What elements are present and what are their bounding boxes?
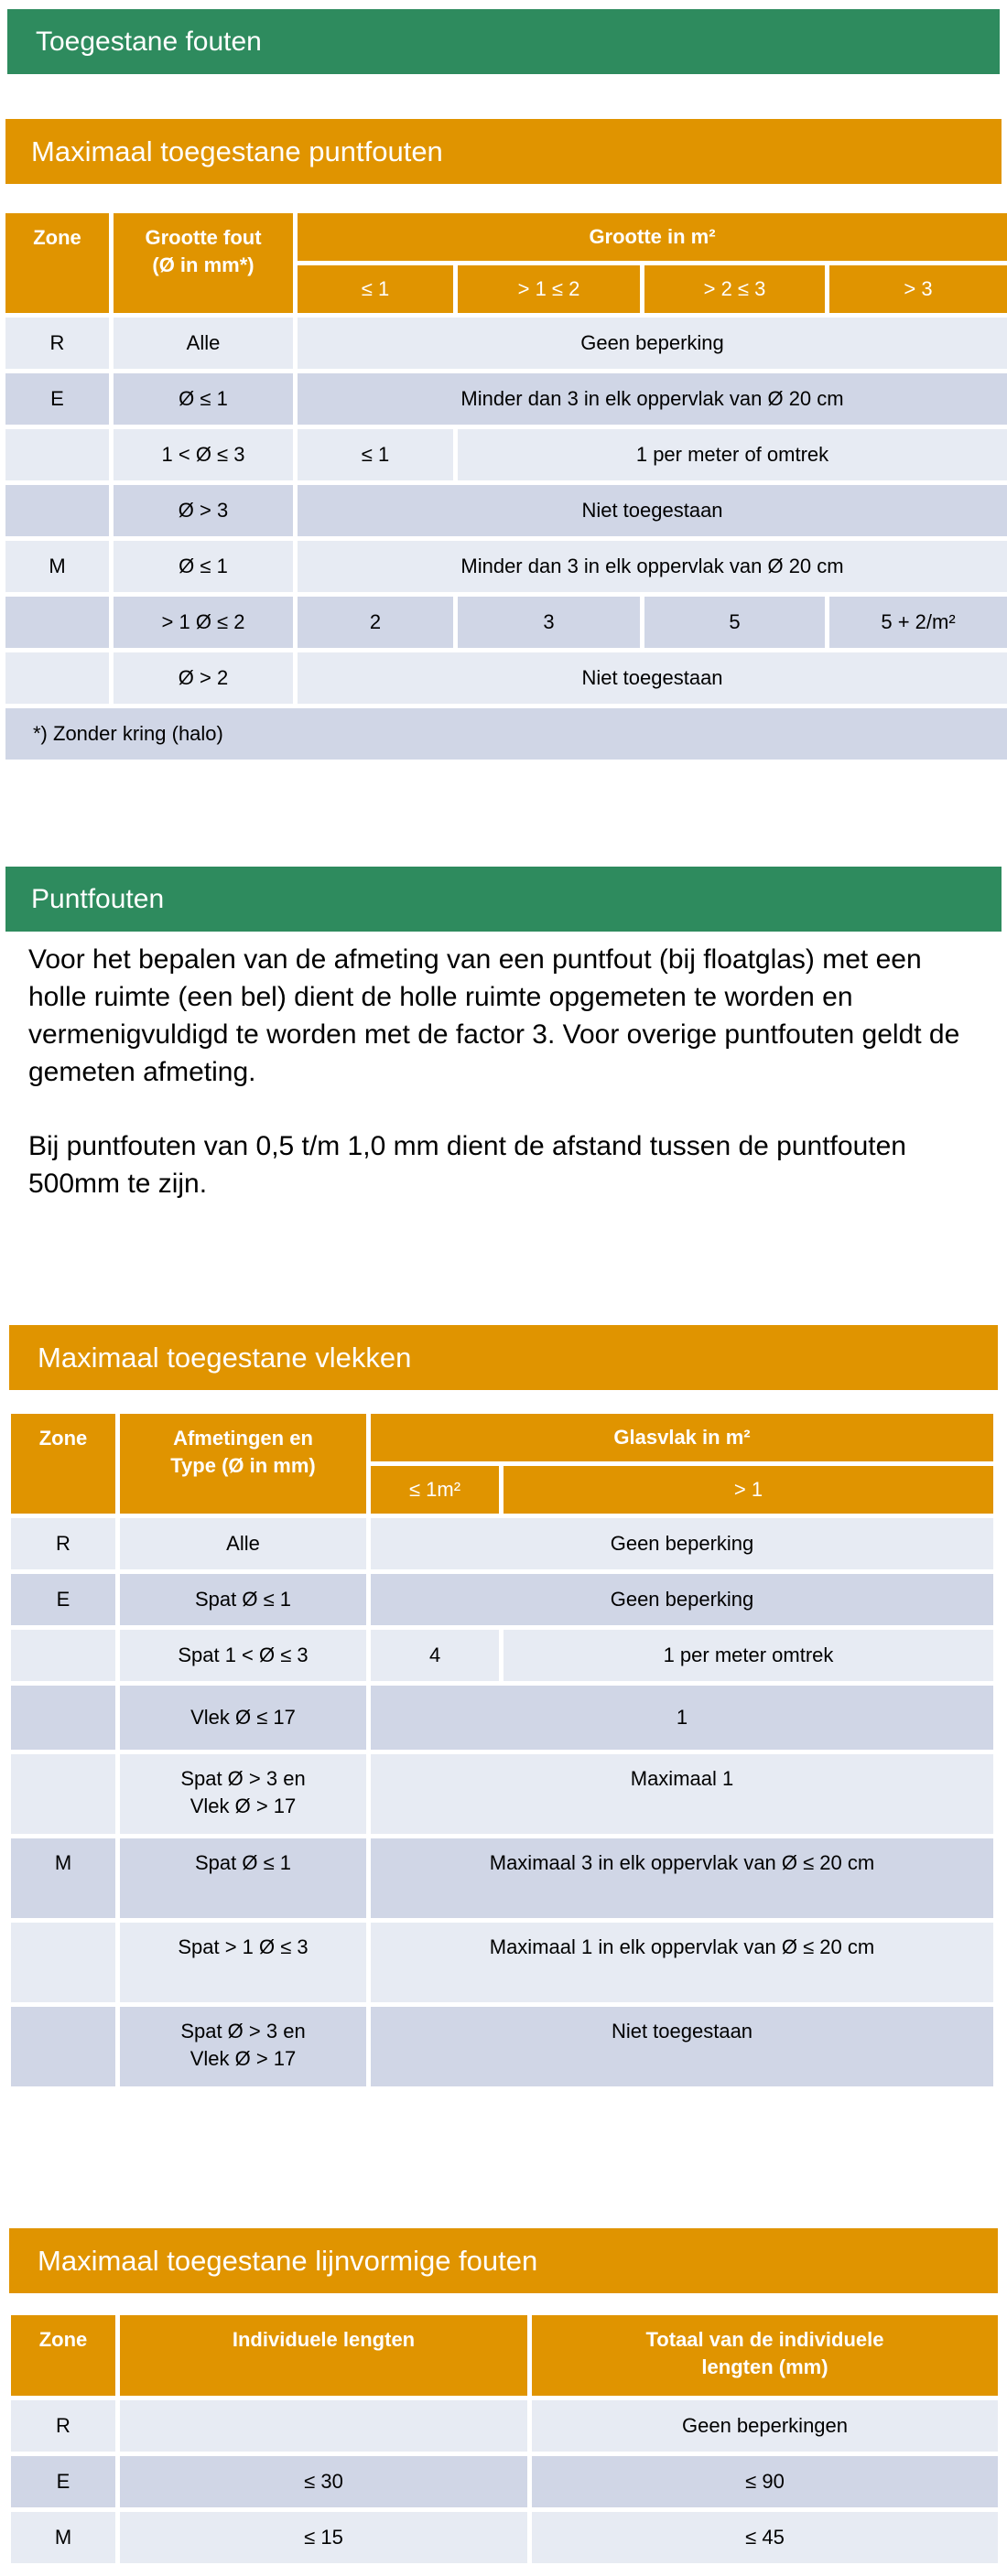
value-cell: Maximaal 3 in elk oppervlak van Ø ≤ 20 cm <box>371 1838 993 1918</box>
zone-cell: M <box>5 541 109 592</box>
size-cell: 1 < Ø ≤ 3 <box>114 429 293 480</box>
subheader-4: > 3 <box>829 265 1007 313</box>
zone-cell: E <box>11 1574 115 1625</box>
zone-cell <box>5 652 109 704</box>
subheader-1: ≤ 1m² <box>371 1466 499 1514</box>
value-cell: Geen beperking <box>298 318 1007 369</box>
value-cell: Geen beperking <box>371 1574 993 1625</box>
size-cell: Spat Ø ≤ 1 <box>120 1838 366 1918</box>
value-cell: ≤ 45 <box>532 2512 998 2563</box>
zone-cell: E <box>11 2456 115 2507</box>
subheader-3: > 2 ≤ 3 <box>644 265 825 313</box>
size-cell: Ø > 3 <box>114 485 293 536</box>
size-cell: Spat > 1 Ø ≤ 3 <box>120 1923 366 2002</box>
subheader-2: > 1 ≤ 2 <box>458 265 640 313</box>
value-cell: 1 per meter omtrek <box>504 1630 993 1681</box>
value-cell: Niet toegestaan <box>298 652 1007 704</box>
value-cell: ≤ 90 <box>532 2456 998 2507</box>
value-cell: 1 <box>371 1686 993 1750</box>
zone-cell <box>5 429 109 480</box>
value-cell: 4 <box>371 1630 499 1681</box>
puntfouten-section-title: Puntfouten <box>5 867 1002 932</box>
size-cell: Spat Ø > 3 en Vlek Ø > 17 <box>120 2007 366 2086</box>
value-cell: 5 <box>644 597 825 648</box>
header-glasvlak: Glasvlak in m² <box>371 1414 993 1461</box>
size-cell: Ø ≤ 1 <box>114 373 293 425</box>
value-cell: 1 per meter of omtrek <box>458 429 1007 480</box>
size-cell: > 1 Ø ≤ 2 <box>114 597 293 648</box>
zone-cell <box>11 2007 115 2086</box>
header-zone: Zone <box>11 1414 115 1514</box>
subheader-2: > 1 <box>504 1466 993 1514</box>
lijnvormige-table <box>11 2315 998 2563</box>
value-cell: Geen beperking <box>371 1518 993 1569</box>
footnote: *) Zonder kring (halo) <box>5 708 1007 760</box>
zone-cell: R <box>11 2400 115 2452</box>
value-cell: Minder dan 3 in elk oppervlak van Ø 20 cm <box>298 373 1007 425</box>
value-cell: Maximaal 1 <box>371 1754 993 1834</box>
zone-cell <box>11 1754 115 1834</box>
value-cell: Niet toegestaan <box>298 485 1007 536</box>
value-cell: ≤ 30 <box>120 2456 527 2507</box>
size-cell: Spat Ø > 3 en Vlek Ø > 17 <box>120 1754 366 1834</box>
zone-cell: M <box>11 1838 115 1918</box>
value-cell: 2 <box>298 597 453 648</box>
puntfouten-table <box>5 213 1002 760</box>
size-cell: Ø ≤ 1 <box>114 541 293 592</box>
vlekken-table-title: Maximaal toegestane vlekken <box>9 1325 998 1390</box>
zone-cell <box>11 1923 115 2002</box>
header-zone: Zone <box>11 2315 115 2396</box>
size-cell: Spat Ø ≤ 1 <box>120 1574 366 1625</box>
size-cell: Spat 1 < Ø ≤ 3 <box>120 1630 366 1681</box>
puntfouten-table-title: Maximaal toegestane puntfouten <box>5 119 1002 184</box>
zone-cell: E <box>5 373 109 425</box>
size-cell: Alle <box>114 318 293 369</box>
value-cell: ≤ 1 <box>298 429 453 480</box>
value-cell: Niet toegestaan <box>371 2007 993 2086</box>
header-afmetingen: Afmetingen en Type (Ø in mm) <box>120 1414 366 1514</box>
zone-cell: R <box>5 318 109 369</box>
vlekken-table <box>11 1414 998 2086</box>
puntfouten-paragraph-1: Voor het bepalen van de afmeting van een puntfout (bij floatglas) met een holle ruimte (een bel) dient de holle ruimte opgemeten te worden en vermenigvuldigd te worden met de factor 3. Voor overige puntfouten geldt de gemeten afmeting. <box>28 944 960 1087</box>
header-grootte-fout: Grootte fout (Ø in mm*) <box>114 213 293 313</box>
zone-cell <box>5 485 109 536</box>
zone-cell <box>5 597 109 648</box>
value-cell: Minder dan 3 in elk oppervlak van Ø 20 cm <box>298 541 1007 592</box>
header-individuele-lengten: Individuele lengten <box>120 2315 527 2396</box>
zone-cell: M <box>11 2512 115 2563</box>
value-cell: Geen beperkingen <box>532 2400 998 2452</box>
puntfouten-paragraph-2: Bij puntfouten van 0,5 t/m 1,0 mm dient de afstand tussen de puntfouten 500mm te zijn. <box>28 1131 906 1199</box>
subheader-1: ≤ 1 <box>298 265 453 313</box>
header-grootte-m2: Grootte in m² <box>298 213 1007 261</box>
header-zone: Zone <box>5 213 109 313</box>
value-cell: 5 + 2/m² <box>829 597 1007 648</box>
value-cell: Maximaal 1 in elk oppervlak van Ø ≤ 20 cm <box>371 1923 993 2002</box>
zone-cell <box>11 1686 115 1750</box>
page-title: Toegestane fouten <box>7 9 1000 74</box>
header-totaal-lengten: Totaal van de individuele lengten (mm) <box>532 2315 998 2396</box>
size-cell: Ø > 2 <box>114 652 293 704</box>
size-cell: Vlek Ø ≤ 17 <box>120 1686 366 1750</box>
lijnvormige-table-title: Maximaal toegestane lijnvormige fouten <box>9 2228 998 2293</box>
size-cell: Alle <box>120 1518 366 1569</box>
value-cell: 3 <box>458 597 640 648</box>
zone-cell: R <box>11 1518 115 1569</box>
zone-cell <box>11 1630 115 1681</box>
value-cell <box>120 2400 527 2452</box>
value-cell: ≤ 15 <box>120 2512 527 2563</box>
